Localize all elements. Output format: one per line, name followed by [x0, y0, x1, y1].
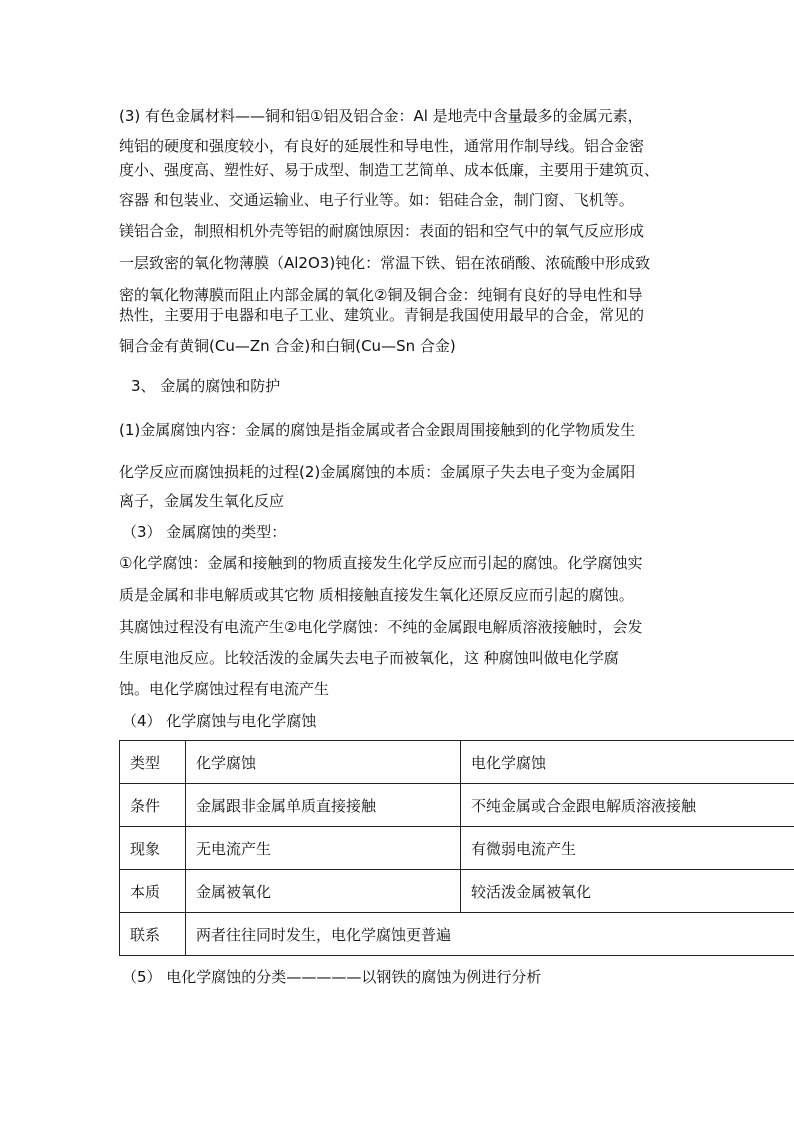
table-cell: 不纯金属或合金跟电解质溶液接触	[461, 784, 794, 827]
table-row	[120, 827, 794, 870]
table-cell: 金属跟非金属单质直接接触	[186, 784, 461, 827]
table-row	[120, 870, 794, 913]
table-cell: 类型	[120, 741, 186, 784]
subheading: （5） 电化学腐蚀的分类—————以钢铁的腐蚀为例进行分析	[122, 968, 542, 986]
text-line: 容器 和包装业、交通运输业、电子行业等。如：铝硅合金，制门窗、飞机等。	[119, 191, 634, 209]
text-line: 生原电池反应。比较活泼的金属失去电子而被氧化，这 种腐蚀叫做电化学腐	[119, 649, 619, 667]
table-row	[120, 913, 794, 956]
text-line: (3) 有色金属材料——铜和铝①铝及铝合金：Al 是地壳中含量最多的金属元素，	[119, 107, 643, 125]
table-cell: 电化学腐蚀	[461, 741, 794, 784]
subheading: （3） 金属腐蚀的类型：	[122, 523, 287, 541]
text-line: 离子，金属发生氧化反应	[119, 492, 285, 510]
text-line: 密的氧化物薄膜而阻止内部金属的氧化②铜及铜合金：纯铜有良好的导电性和导	[119, 286, 643, 304]
table-cell: 联系	[120, 913, 186, 956]
text-line: 一层致密的氧化物薄膜（Al2O3)钝化：常温下铁、铝在浓硝酸、浓硫酸中形成致	[119, 254, 651, 272]
table-cell: 较活泼金属被氧化	[461, 870, 794, 913]
table-cell: 无电流产生	[186, 827, 461, 870]
text-line: 其腐蚀过程没有电流产生②电化学腐蚀：不纯的金属跟电解质溶液接触时，会发	[119, 618, 643, 636]
text-line: 质是金属和非电解质或其它物 质相接触直接发生氧化还原反应而引起的腐蚀。	[119, 586, 634, 604]
table-row	[120, 741, 794, 784]
table-cell: 本质	[120, 870, 186, 913]
text-line: (1)金属腐蚀内容：金属的腐蚀是指金属或者合金跟周围接触到的化学物质发生	[119, 421, 636, 439]
text-line: 镁铝合金，制照相机外壳等铝的耐腐蚀原因：表面的铝和空气中的氧气反应形成	[119, 222, 645, 240]
text-line: 化学反应而腐蚀损耗的过程(2)金属腐蚀的本质：金属原子失去电子变为金属阳	[119, 463, 636, 481]
subheading: （4） 化学腐蚀与电化学腐蚀	[122, 712, 317, 730]
comparison-table	[119, 740, 794, 956]
text-line: 铜合金有黄铜(Cu—Zn 合金)和白铜(Cu—Sn 合金)	[119, 337, 456, 355]
table-cell: 现象	[120, 827, 186, 870]
text-line: 蚀。电化学腐蚀过程有电流产生	[119, 680, 330, 698]
table-row	[120, 784, 794, 827]
table-cell: 化学腐蚀	[186, 741, 461, 784]
table-cell: 条件	[120, 784, 186, 827]
text-line: 热性，主要用于电器和电子工业、建筑业。青铜是我国使用最早的合金，常见的	[119, 306, 645, 324]
table-cell: 有微弱电流产生	[461, 827, 794, 870]
section-heading: 3、 金属的腐蚀和防护	[131, 377, 281, 395]
table-cell: 金属被氧化	[186, 870, 461, 913]
table-cell: 两者往往同时发生，电化学腐蚀更普遍	[186, 913, 794, 956]
text-line: 纯铝的硬度和强度较小，有良好的延展性和导电性，通常用作制导线。铝合金密	[119, 137, 645, 155]
text-line: 度小、强度高、塑性好、易于成型、制造工艺简单、成本低廉，主要用于建筑页、	[119, 161, 660, 179]
text-line: ①化学腐蚀：金属和接触到的物质直接发生化学反应而引起的腐蚀。化学腐蚀实	[119, 554, 643, 572]
